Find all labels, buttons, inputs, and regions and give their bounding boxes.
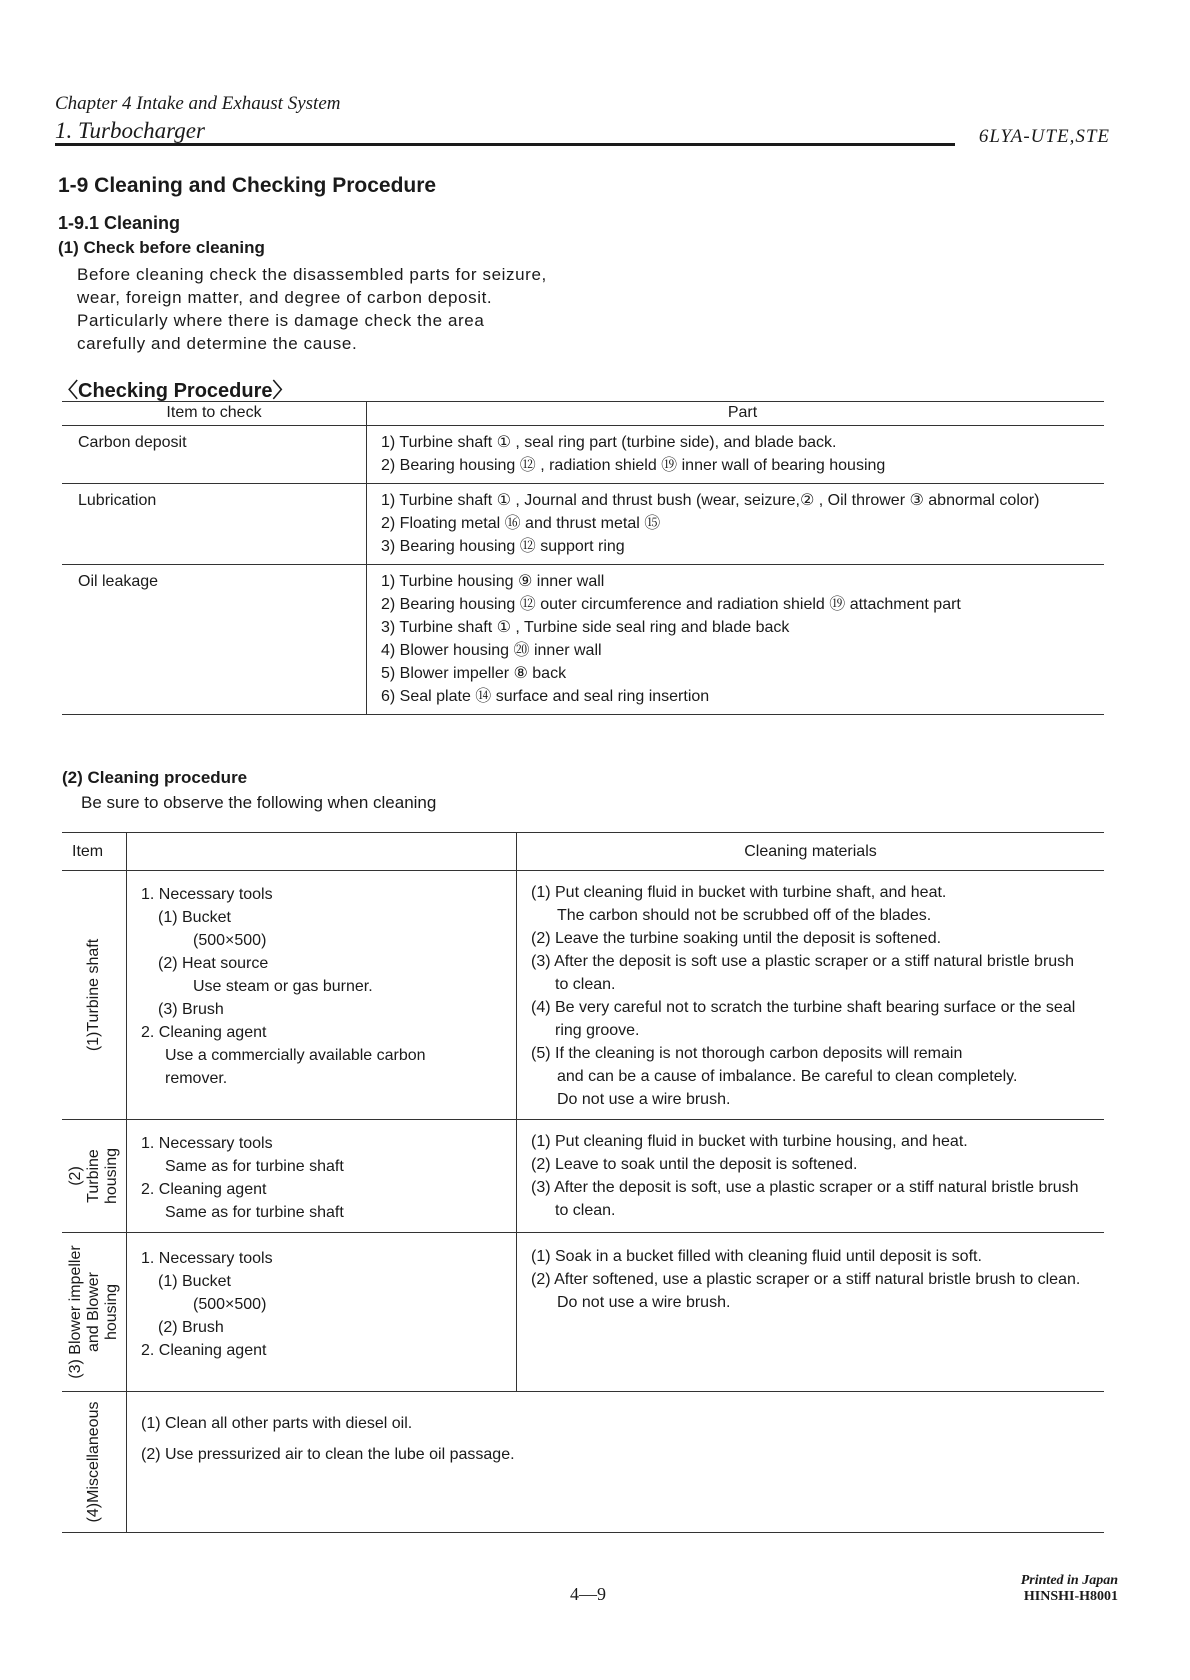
cleaning-procedure-heading: (2) Cleaning procedure xyxy=(62,768,248,787)
tool-line: Use steam or gas burner. xyxy=(193,978,373,995)
model-label: 6LYA-UTE,STE xyxy=(978,126,1110,147)
material-line: (3) After the deposit is soft, use a plastic scraper or a stiff natural bristle brush xyxy=(531,1179,1079,1196)
tool-line: 2. Cleaning agent xyxy=(141,1342,267,1359)
material-line: Do not use a wire brush. xyxy=(557,1091,731,1108)
cleaning-procedure-intro: Be sure to observe the following when cleaning xyxy=(81,793,437,812)
part-line: 1) Turbine shaft ① , Journal and thrust bush (wear, seizure,② , Oil thrower ③ abnormal color) xyxy=(381,492,1040,509)
material-line: to clean. xyxy=(555,1202,616,1219)
tool-line: (500×500) xyxy=(193,932,267,949)
material-line: to clean. xyxy=(555,976,616,993)
page-number: 4—9 xyxy=(570,1584,606,1604)
row-label-cell xyxy=(62,1392,127,1533)
tools-cell xyxy=(127,1233,517,1392)
material-line: The carbon should not be scrubbed off of the blades. xyxy=(557,907,932,924)
tool-line: 2. Cleaning agent xyxy=(141,1024,267,1041)
table-row xyxy=(62,426,1104,484)
part-line: 4) Blower housing ⑳ inner wall xyxy=(381,642,602,659)
tool-line: (3) Brush xyxy=(158,1001,224,1018)
cleaning-table xyxy=(62,832,1104,1533)
materials-cell xyxy=(517,1233,1105,1392)
tools-cell xyxy=(127,1120,517,1233)
row-label-cell xyxy=(62,1233,127,1392)
checking-procedure-heading: 〈Checking Procedure〉 xyxy=(58,380,293,402)
part-line: 2) Floating metal ⑯ and thrust metal ⑮ xyxy=(381,515,661,532)
page-title: 1-9 Cleaning and Checking Procedure xyxy=(58,174,437,197)
material-line: (2) Leave to soak until the deposit is softened. xyxy=(531,1156,858,1173)
misc-line: (2) Use pressurized air to clean the lube oil passage. xyxy=(141,1446,515,1463)
printed-in-label: Printed in Japan xyxy=(1020,1573,1118,1588)
cleaning-table-header xyxy=(62,833,1104,871)
material-line: (5) If the cleaning is not thorough carbon deposits will remain xyxy=(531,1045,963,1062)
col-part: Part xyxy=(367,402,1105,426)
part-line: 2) Bearing housing ⑫ outer circumference and radiation shield ⑲ attachment part xyxy=(381,596,961,613)
part-line: 5) Blower impeller ⑧ back xyxy=(381,665,567,682)
tools-list xyxy=(141,1247,516,1362)
check-parts xyxy=(367,484,1105,565)
check-parts xyxy=(367,426,1105,484)
checking-table xyxy=(62,401,1104,715)
tools-cell xyxy=(127,871,517,1120)
tools-list xyxy=(141,883,516,1090)
row-label: (3) Blower impeller and Blower housing xyxy=(67,1245,120,1379)
tool-line: (1) Bucket xyxy=(158,909,231,926)
col-item: Item xyxy=(62,833,127,871)
table-row xyxy=(62,484,1104,565)
tool-line: Same as for turbine shaft xyxy=(165,1204,344,1221)
tool-line: (1) Bucket xyxy=(158,1273,231,1290)
check-item: Carbon deposit xyxy=(62,426,367,484)
materials-cell xyxy=(517,1120,1105,1233)
material-line: (4) Be very careful not to scratch the turbine shaft bearing surface or the seal xyxy=(531,999,1076,1016)
subsection-title: 1-9.1 Cleaning xyxy=(58,213,181,233)
tool-line: 1. Necessary tools xyxy=(141,886,273,903)
misc-line: (1) Clean all other parts with diesel oil. xyxy=(141,1415,413,1432)
check-before-heading: (1) Check before cleaning xyxy=(58,238,265,257)
row-label-cell xyxy=(62,1120,127,1233)
header-rule xyxy=(55,143,955,146)
checking-table-header xyxy=(62,402,1104,426)
table-row xyxy=(62,565,1104,715)
table-row xyxy=(62,1120,1104,1233)
check-item: Oil leakage xyxy=(62,565,367,715)
material-line: (1) Soak in a bucket filled with cleaning fluid until deposit is soft. xyxy=(531,1248,982,1265)
materials-list xyxy=(531,1130,1104,1222)
material-line: Do not use a wire brush. xyxy=(557,1294,731,1311)
tool-line: Use a commercially available carbon xyxy=(165,1047,426,1064)
row-label: (1)Turbine shaft xyxy=(85,938,102,1052)
section-title: 1. Turbocharger xyxy=(55,118,205,143)
materials-list xyxy=(531,881,1104,1111)
col-tools-blank xyxy=(127,833,517,871)
part-line: 1) Turbine housing ⑨ inner wall xyxy=(381,573,605,590)
misc-cell xyxy=(127,1392,1105,1533)
tool-line: Same as for turbine shaft xyxy=(165,1158,344,1175)
col-item-to-check: Item to check xyxy=(62,402,367,426)
row-label-cell xyxy=(62,871,127,1120)
materials-cell xyxy=(517,871,1105,1120)
material-line: (1) Put cleaning fluid in bucket with turbine shaft, and heat. xyxy=(531,884,947,901)
material-line: and can be a cause of imbalance. Be careful to clean completely. xyxy=(557,1068,1018,1085)
row-label: (4)Miscellaneous xyxy=(85,1401,102,1523)
material-line: (1) Put cleaning fluid in bucket with turbine housing, and heat. xyxy=(531,1133,968,1150)
tool-line: (2) Brush xyxy=(158,1319,224,1336)
part-line: 1) Turbine shaft ① , seal ring part (turbine side), and blade back. xyxy=(381,434,837,451)
table-row xyxy=(62,871,1104,1120)
tool-line: remover. xyxy=(165,1070,228,1087)
document-code: HINSHI-H8001 xyxy=(1023,1589,1118,1604)
col-cleaning-materials: Cleaning materials xyxy=(517,833,1105,871)
tool-line: 1. Necessary tools xyxy=(141,1135,273,1152)
tool-line: 1. Necessary tools xyxy=(141,1250,273,1267)
tool-line: (2) Heat source xyxy=(158,955,269,972)
check-parts xyxy=(367,565,1105,715)
table-row xyxy=(62,1392,1104,1533)
tools-list xyxy=(141,1132,516,1224)
material-line: (2) After softened, use a plastic scraper or a stiff natural bristle brush to clean. xyxy=(531,1271,1081,1288)
row-label: (2) Turbine housing xyxy=(67,1147,120,1205)
printed-info xyxy=(1021,1573,1118,1605)
part-line: 6) Seal plate ⑭ surface and seal ring insertion xyxy=(381,688,710,705)
check-item: Lubrication xyxy=(62,484,367,565)
tool-line: (500×500) xyxy=(193,1296,267,1313)
tool-line: 2. Cleaning agent xyxy=(141,1181,267,1198)
part-line: 3) Turbine shaft ① , Turbine side seal ring and blade back xyxy=(381,619,790,636)
material-line: (2) Leave the turbine soaking until the deposit is softened. xyxy=(531,930,942,947)
part-line: 2) Bearing housing ⑫ , radiation shield ⑲ inner wall of bearing housing xyxy=(381,457,886,474)
chapter-title: Chapter 4 Intake and Exhaust System xyxy=(55,93,341,114)
table-row xyxy=(62,1233,1104,1392)
check-before-text: Before cleaning check the disassembled parts for seizure, wear, foreign matter, and degree of carbon deposit. Particularly where there is damage check the area carefully and determine the cause. xyxy=(77,265,547,353)
materials-list xyxy=(531,1245,1104,1314)
material-line: ring groove. xyxy=(555,1022,640,1039)
part-line: 3) Bearing housing ⑫ support ring xyxy=(381,538,625,555)
material-line: (3) After the deposit is soft use a plastic scraper or a stiff natural bristle brush xyxy=(531,953,1075,970)
